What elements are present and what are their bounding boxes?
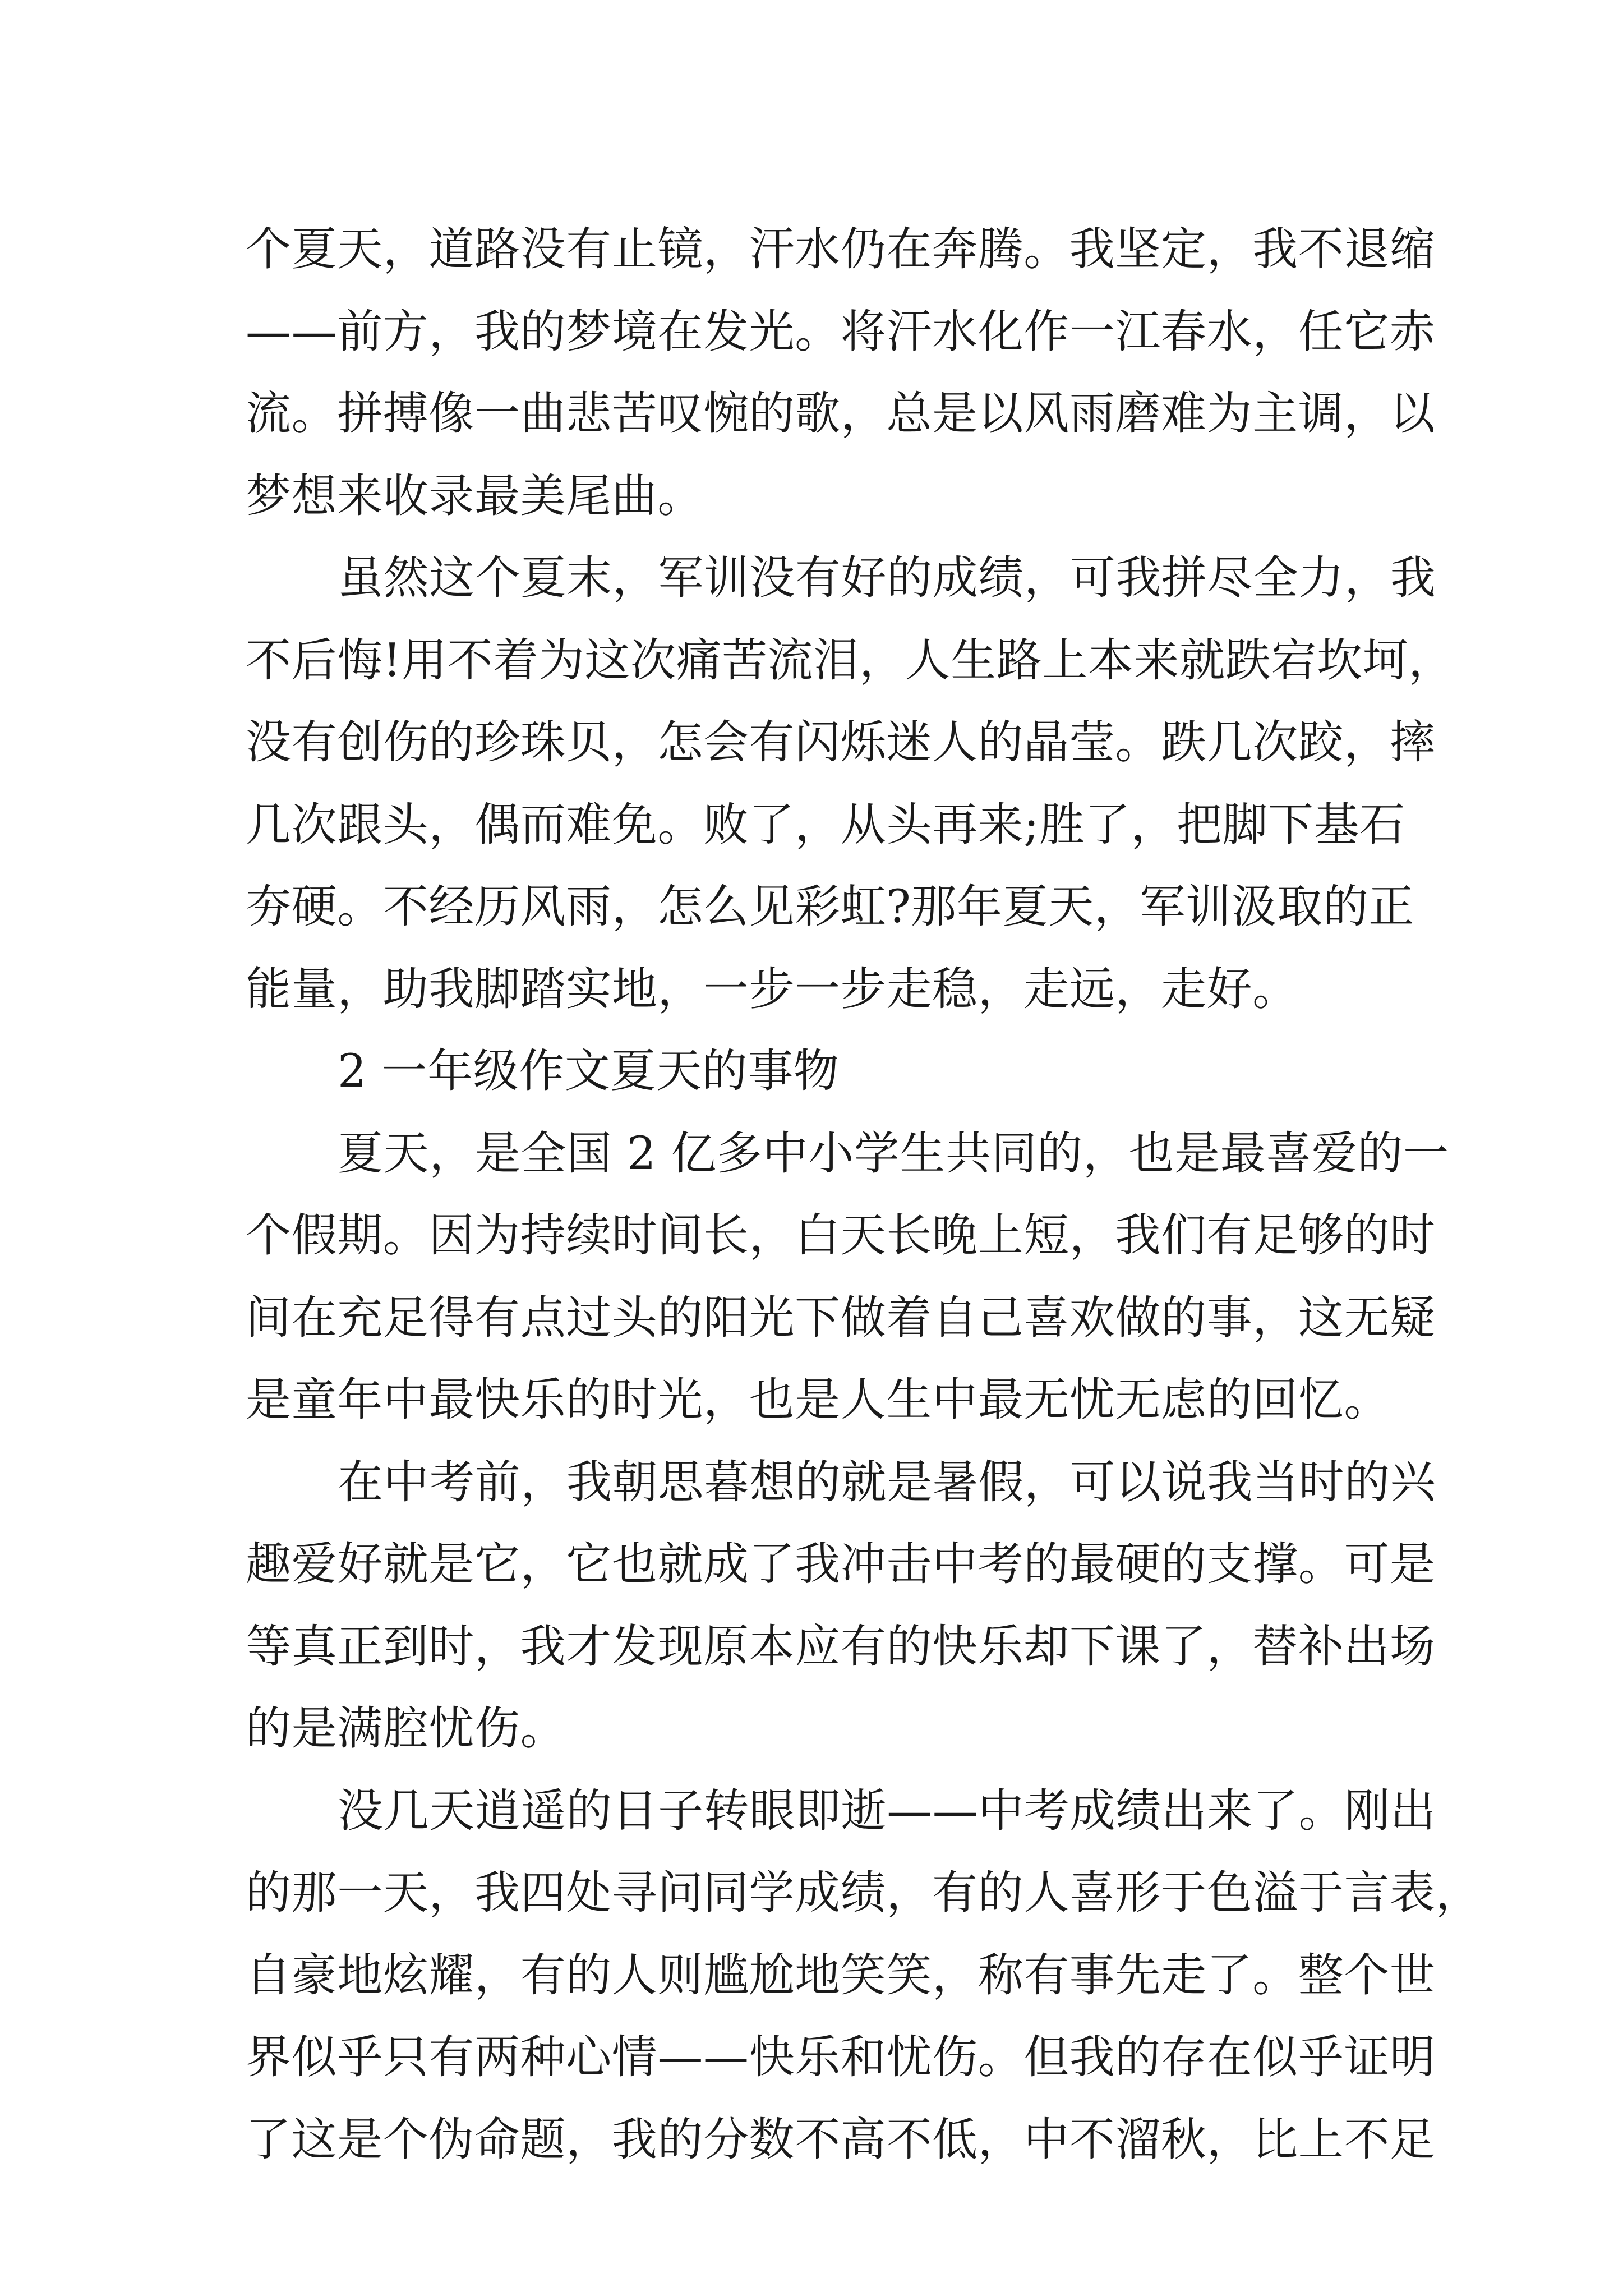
- text-line: 等真正到时，我才发现原本应有的快乐却下课了，替补出场: [246, 1620, 1436, 1673]
- text-line: 没几天逍遥的日子转眼即逝——中考成绩出来了。刚出: [338, 1784, 1436, 1838]
- text-line: 间在充足得有点过头的阳光下做着自己喜欢做的事，这无疑: [246, 1291, 1436, 1345]
- text-line: 能量，助我脚踏实地，一步一步走稳，走远，走好。: [246, 963, 1298, 1016]
- text-line: 个假期。因为持续时间长，白天长晚上短，我们有足够的时: [246, 1209, 1436, 1262]
- text-line: 没有创伤的珍珠贝，怎会有闪烁迷人的晶莹。跌几次跤，摔: [246, 716, 1436, 769]
- text-line: 夯硬。不经历风雨，怎么见彩虹?那年夏天，军训汲取的正: [246, 881, 1415, 933]
- text-line: 梦想来收录最美尾曲。: [246, 470, 704, 523]
- text-line: 了这是个伪命题，我的分数不高不低，中不溜秋，比上不足: [246, 2113, 1436, 2166]
- text-line: 2 一年级作文夏天的事物: [338, 1045, 840, 1098]
- text-line: ——前方，我的梦境在发光。将汗水化作一江春水，任它赤: [246, 305, 1436, 358]
- text-line: 流。拼搏像一曲悲苦叹惋的歌，总是以风雨磨难为主调，以: [246, 388, 1436, 440]
- text-line: 趣爱好就是它，它也就成了我冲击中考的最硬的支撑。可是: [246, 1538, 1436, 1591]
- text-line: 的是满腔忧伤。: [246, 1703, 566, 1755]
- text-line: 是童年中最快乐的时光，也是人生中最无忧无虑的回忆。: [246, 1374, 1390, 1427]
- text-line: 的那一天，我四处寻问同学成绩，有的人喜形于色溢于言表，: [246, 1867, 1482, 1920]
- text-line: 夏天，是全国 2 亿多中小学生共同的，也是最喜爱的一: [338, 1127, 1449, 1180]
- text-line: 不后悔!用不着为这次痛苦流泪，人生路上本来就跌宕坎坷，: [246, 634, 1454, 687]
- text-line: 几次跟头，偶而难免。败了，从头再来;胜了，把脚下基石: [246, 798, 1405, 852]
- body-text: [246, 209, 1482, 2181]
- text-line: 在中考前，我朝思暮想的就是暑假，可以说我当时的兴: [338, 1456, 1436, 1509]
- text-line: 个夏天，道路没有止镜，汗水仍在奔腾。我坚定，我不退缩: [246, 223, 1436, 276]
- text-line: 自豪地炫耀，有的人则尴尬地笑笑，称有事先走了。整个世: [246, 1949, 1436, 2002]
- text-line: 虽然这个夏末，军训没有好的成绩，可我拼尽全力，我: [338, 552, 1436, 605]
- text-line: 界似乎只有两种心情——快乐和忧伤。但我的存在似乎证明: [246, 2031, 1436, 2084]
